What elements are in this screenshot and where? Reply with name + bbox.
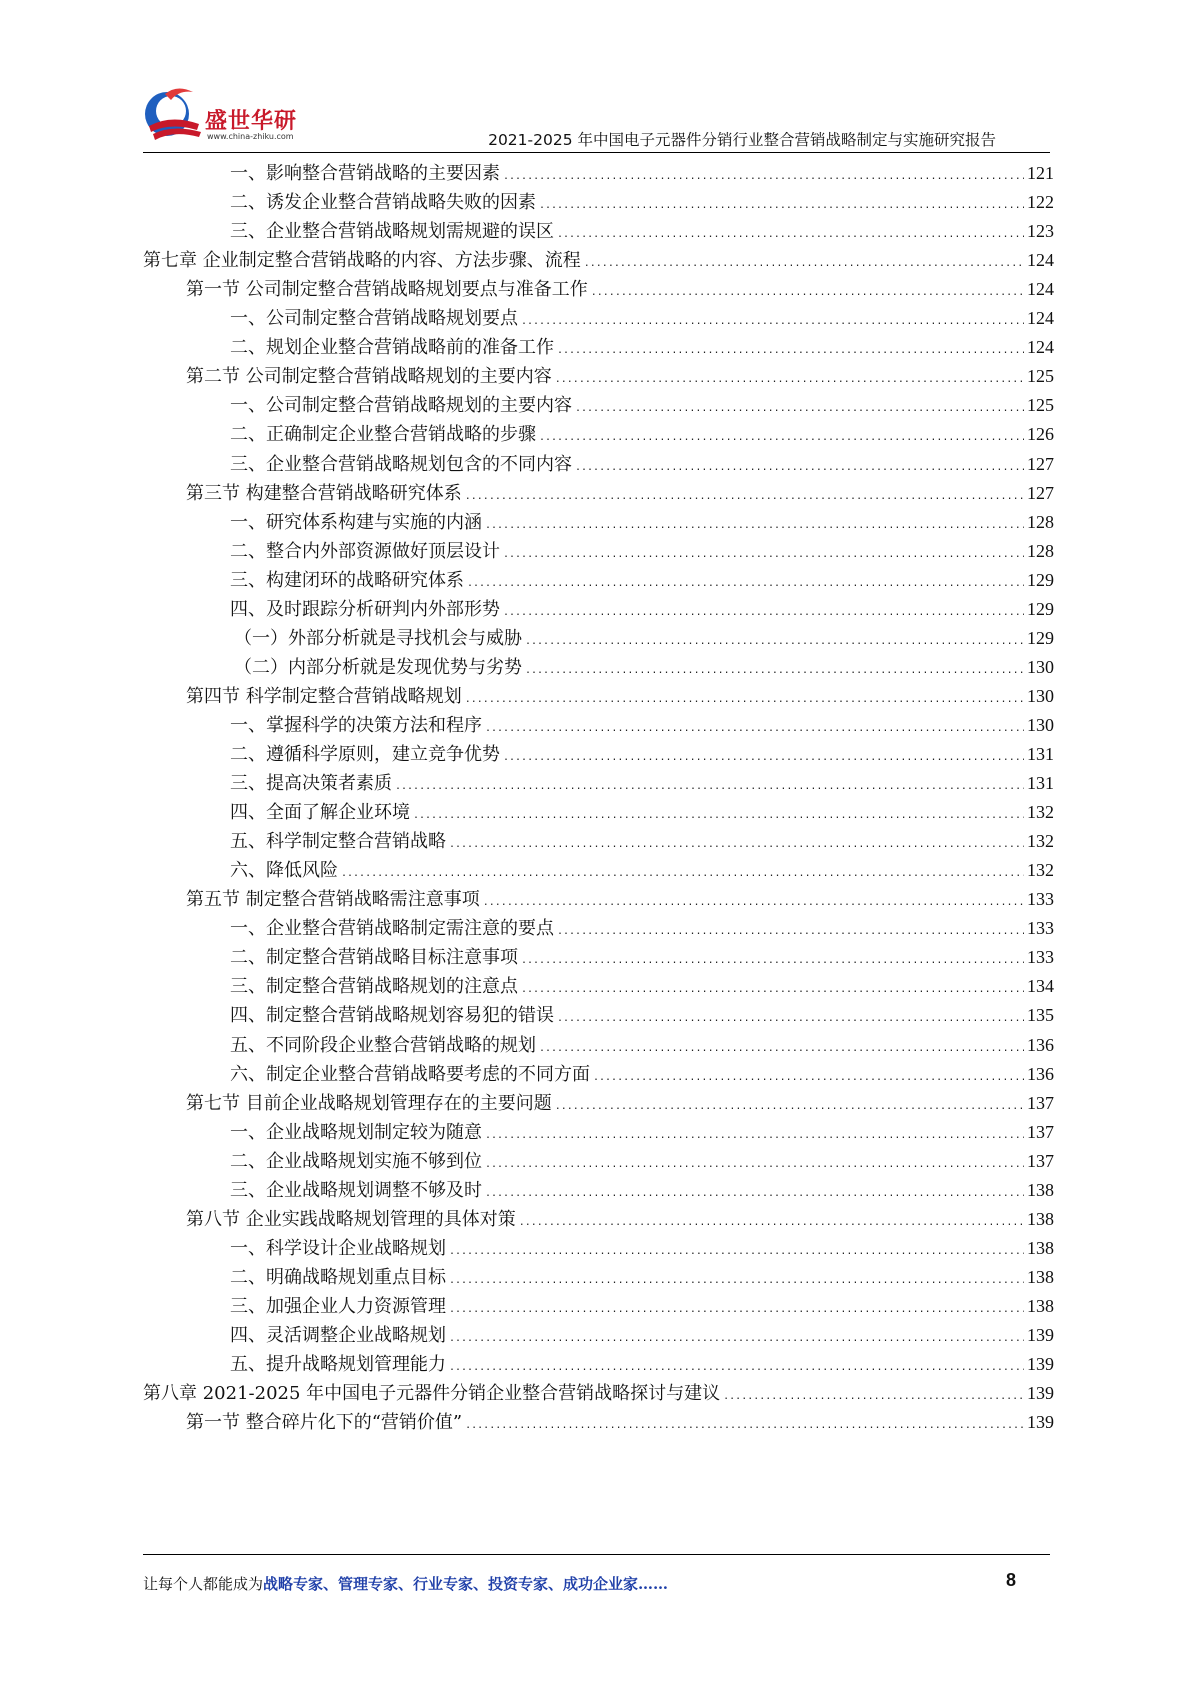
toc-entry-title: 三、企业整合营销战略规划需规避的误区 xyxy=(230,221,554,243)
toc-entry-title: 二、明确战略规划重点目标 xyxy=(230,1266,446,1288)
toc-entry-page: 124 xyxy=(1027,337,1054,358)
report-title: 2021-2025 年中国电子元器件分销行业整合营销战略制定与实施研究报告 xyxy=(488,131,996,149)
toc-entry-page: 130 xyxy=(1027,685,1054,706)
toc-entry-page: 134 xyxy=(1027,976,1054,997)
toc-entry-title: 三、制定整合营销战略规划的注意点 xyxy=(230,976,518,998)
toc-entry-page: 129 xyxy=(1027,569,1054,590)
toc-entry-title: 二、企业战略规划实施不够到位 xyxy=(230,1150,482,1172)
toc-entry-title: 二、整合内外部资源做好顶层设计 xyxy=(230,540,500,562)
toc-entry-title: 一、企业战略规划制定较为随意 xyxy=(230,1121,482,1143)
toc-entry-page: 136 xyxy=(1027,1034,1054,1055)
toc-entry-title: 五、不同阶段企业整合营销战略的规划 xyxy=(230,1034,536,1056)
toc-entry-page: 125 xyxy=(1027,395,1054,416)
toc-entry-page: 126 xyxy=(1027,424,1054,445)
toc-entry-page: 136 xyxy=(1027,1063,1054,1084)
toc-entry-page: 139 xyxy=(1027,1325,1054,1345)
toc-entry-title: 二、正确制定企业整合营销战略的步骤 xyxy=(230,424,536,446)
toc-entry-page: 137 xyxy=(1027,1150,1054,1171)
toc-entry[interactable] xyxy=(230,1291,1054,1322)
page-header xyxy=(0,0,1191,150)
toc-entry[interactable] xyxy=(230,1000,1054,1031)
toc-entry-title: 一、科学设计企业战略规划 xyxy=(230,1237,446,1259)
toc-entry-title: 五、科学制定整合营销战略 xyxy=(230,831,446,853)
toc-entry-title: 第二节 公司制定整合营销战略规划的主要内容 xyxy=(186,366,552,388)
toc-entry-page: 127 xyxy=(1027,453,1054,474)
brand-name: 盛世华研 xyxy=(205,109,298,134)
toc-entry-page: 139 xyxy=(1027,1354,1054,1375)
company-logo xyxy=(143,84,318,148)
toc-entry-page: 130 xyxy=(1027,714,1054,735)
toc-entry-title: 三、提高决策者素质 xyxy=(230,773,392,795)
toc-entry-title: 第一节 公司制定整合营销战略规划要点与准备工作 xyxy=(186,279,588,301)
toc-entry[interactable] xyxy=(230,1320,1054,1351)
toc-entry-title: 一、企业整合营销战略制定需注意的要点 xyxy=(230,918,554,940)
toc-entry[interactable] xyxy=(230,826,1054,857)
toc-entry[interactable] xyxy=(143,245,1054,276)
toc-entry-page: 127 xyxy=(1027,482,1054,503)
toc-entry-title: 第七章 企业制定整合营销战略的内容、方法步骤、流程 xyxy=(143,250,581,272)
toc-entry[interactable] xyxy=(186,478,1054,509)
toc-entry[interactable] xyxy=(186,361,1054,392)
toc-entry-title: 二、诱发企业整合营销战略失败的因素 xyxy=(230,192,536,214)
toc-entry-page: 132 xyxy=(1027,802,1054,823)
brand-url: www.china-zhiku.com xyxy=(207,132,294,141)
toc-entry-title: 第五节 制定整合营销战略需注意事项 xyxy=(186,889,480,911)
toc-entry-page: 128 xyxy=(1027,540,1054,561)
toc-entry-title: 五、提升战略规划管理能力 xyxy=(230,1354,446,1376)
toc-entry-title: 二、规划企业整合营销战略前的准备工作 xyxy=(230,337,554,359)
toc-entry[interactable] xyxy=(230,1059,1054,1090)
toc-entry-title: 四、制定整合营销战略规划容易犯的错误 xyxy=(230,1005,554,1027)
toc-entry-title: 三、企业战略规划调整不够及时 xyxy=(230,1179,482,1201)
toc-entry[interactable] xyxy=(143,1378,1054,1409)
toc-entry-page: 128 xyxy=(1027,511,1054,532)
toc-entry-page: 137 xyxy=(1027,1121,1054,1142)
toc-entry-title: 四、灵活调整企业战略规划 xyxy=(230,1325,446,1346)
toc-entry[interactable] xyxy=(186,1088,1054,1119)
toc-entry[interactable] xyxy=(186,681,1054,712)
toc-entry[interactable] xyxy=(230,1175,1054,1206)
toc-entry-page: 138 xyxy=(1027,1266,1054,1287)
toc-entry-title: 二、遵循科学原则，建立竞争优势 xyxy=(230,744,500,765)
toc-entry-title: （一）外部分析就是寻找机会与威胁 xyxy=(234,627,522,649)
header-divider xyxy=(143,152,1050,153)
toc-entry-page: 137 xyxy=(1027,1092,1054,1113)
toc-entry-page: 138 xyxy=(1027,1237,1054,1258)
toc-entry-title: 第三节 构建整合营销战略研究体系 xyxy=(186,482,462,504)
toc-entry[interactable] xyxy=(230,913,1054,944)
toc-entry-title: 一、影响整合营销战略的主要因素 xyxy=(230,163,500,184)
toc-entry-title: 四、及时跟踪分析研判内外部形势 xyxy=(230,598,500,620)
toc-entry-page: 132 xyxy=(1027,860,1054,881)
toc-entry[interactable] xyxy=(230,1117,1054,1148)
toc-entry[interactable] xyxy=(230,710,1054,741)
footer-slogan xyxy=(143,1573,668,1594)
logo-emblem-icon xyxy=(143,84,207,148)
toc-entry-title: （二）内部分析就是发现优势与劣势 xyxy=(234,656,522,678)
toc-entry[interactable] xyxy=(230,390,1054,421)
toc-entry[interactable] xyxy=(230,1262,1054,1293)
toc-entry[interactable] xyxy=(186,1204,1054,1235)
toc-entry-page: 129 xyxy=(1027,598,1054,619)
toc-entry-page: 131 xyxy=(1027,773,1054,794)
toc-entry-page: 133 xyxy=(1027,918,1054,939)
toc-entry-title: 第八章 2021-2025 年中国电子元器件分销企业整合营销战略探讨与建议 xyxy=(143,1383,721,1405)
toc-entry-page: 138 xyxy=(1027,1208,1054,1229)
toc-entry-page: 129 xyxy=(1027,627,1054,648)
toc-entry-title: 一、研究体系构建与实施的内涵 xyxy=(230,511,482,533)
toc-entry[interactable] xyxy=(230,419,1054,450)
toc-entry-title: 第一节 整合碎片化下的“营销价值” xyxy=(186,1412,463,1434)
toc-entry-page: 133 xyxy=(1027,947,1054,968)
toc-entry-title: 一、公司制定整合营销战略规划要点 xyxy=(230,308,518,330)
toc-entry-title: 第七节 目前企业战略规划管理存在的主要问题 xyxy=(186,1092,552,1114)
toc-entry-title: 三、企业整合营销战略规划包含的不同内容 xyxy=(230,453,572,475)
toc-entry-title: 第八节 企业实践战略规划管理的具体对策 xyxy=(186,1208,516,1230)
toc-entry[interactable] xyxy=(230,739,1054,770)
toc-entry-title: 六、制定企业整合营销战略要考虑的不同方面 xyxy=(230,1063,590,1085)
toc-entry[interactable] xyxy=(234,652,1054,683)
footer-divider xyxy=(143,1554,1050,1555)
toc-entry-title: 第四节 科学制定整合营销战略规划 xyxy=(186,685,462,707)
toc-entry-title: 一、公司制定整合营销战略规划的主要内容 xyxy=(230,395,572,417)
toc-entry[interactable] xyxy=(230,1030,1054,1061)
toc-entry[interactable] xyxy=(230,1233,1054,1264)
toc-entry-title: 一、掌握科学的决策方法和程序 xyxy=(230,714,482,736)
toc-entry-page: 124 xyxy=(1027,279,1054,300)
toc-entry[interactable] xyxy=(230,332,1054,363)
toc-entry[interactable] xyxy=(230,797,1054,828)
toc-entry[interactable] xyxy=(230,594,1054,625)
toc-entry-page: 124 xyxy=(1027,250,1054,271)
toc-leader-dots xyxy=(465,1410,1024,1441)
toc-entry-title: 四、全面了解企业环境 xyxy=(230,802,410,824)
toc-entry-title: 三、加强企业人力资源管理 xyxy=(230,1295,446,1317)
toc-entry-page: 133 xyxy=(1027,889,1054,910)
toc-entry-title: 三、构建闭环的战略研究体系 xyxy=(230,569,464,591)
toc-entry-page: 121 xyxy=(1027,163,1054,183)
toc-entry[interactable] xyxy=(186,274,1054,305)
toc-entry-page: 130 xyxy=(1027,656,1054,677)
toc-entry[interactable] xyxy=(186,884,1054,915)
slogan-highlight: 战略专家、管理专家、行业专家、投资专家、成功企业家…… xyxy=(263,1575,669,1593)
toc-entry-page: 125 xyxy=(1027,366,1054,387)
toc-entry-title: 六、降低风险 xyxy=(230,860,338,882)
toc-entry-page: 135 xyxy=(1027,1005,1054,1026)
toc-entry-page: 139 xyxy=(1027,1412,1054,1433)
toc-entry[interactable] xyxy=(234,623,1054,654)
toc-entry-page: 122 xyxy=(1027,192,1054,213)
slogan-prefix: 让每个人都能成为 xyxy=(143,1575,264,1593)
toc-entry-page: 139 xyxy=(1027,1383,1054,1404)
toc-entry[interactable] xyxy=(230,449,1054,480)
toc-entry[interactable] xyxy=(230,1146,1054,1177)
toc-entry-page: 124 xyxy=(1027,308,1054,329)
toc-entry[interactable] xyxy=(230,942,1054,973)
toc-entry-page: 138 xyxy=(1027,1295,1054,1316)
toc-entry[interactable] xyxy=(186,1407,1054,1438)
toc-entry[interactable] xyxy=(230,855,1054,886)
toc-entry-page: 123 xyxy=(1027,221,1054,242)
toc-entry[interactable] xyxy=(230,216,1054,247)
toc-entry[interactable] xyxy=(230,536,1054,567)
toc-entry[interactable] xyxy=(230,565,1054,596)
toc-entry[interactable] xyxy=(230,768,1054,799)
toc-entry-page: 138 xyxy=(1027,1179,1054,1200)
toc-entry-page: 131 xyxy=(1027,744,1054,764)
toc-entry[interactable] xyxy=(230,971,1054,1002)
toc-entry-page: 132 xyxy=(1027,831,1054,852)
toc-entry-title: 二、制定整合营销战略目标注意事项 xyxy=(230,947,518,969)
toc-entry[interactable] xyxy=(230,1349,1054,1380)
toc-entry[interactable] xyxy=(230,158,1054,189)
toc-entry[interactable] xyxy=(230,303,1054,334)
toc-entry[interactable] xyxy=(230,187,1054,218)
toc-entry[interactable] xyxy=(230,507,1054,538)
page-number: 8 xyxy=(1006,1570,1017,1590)
